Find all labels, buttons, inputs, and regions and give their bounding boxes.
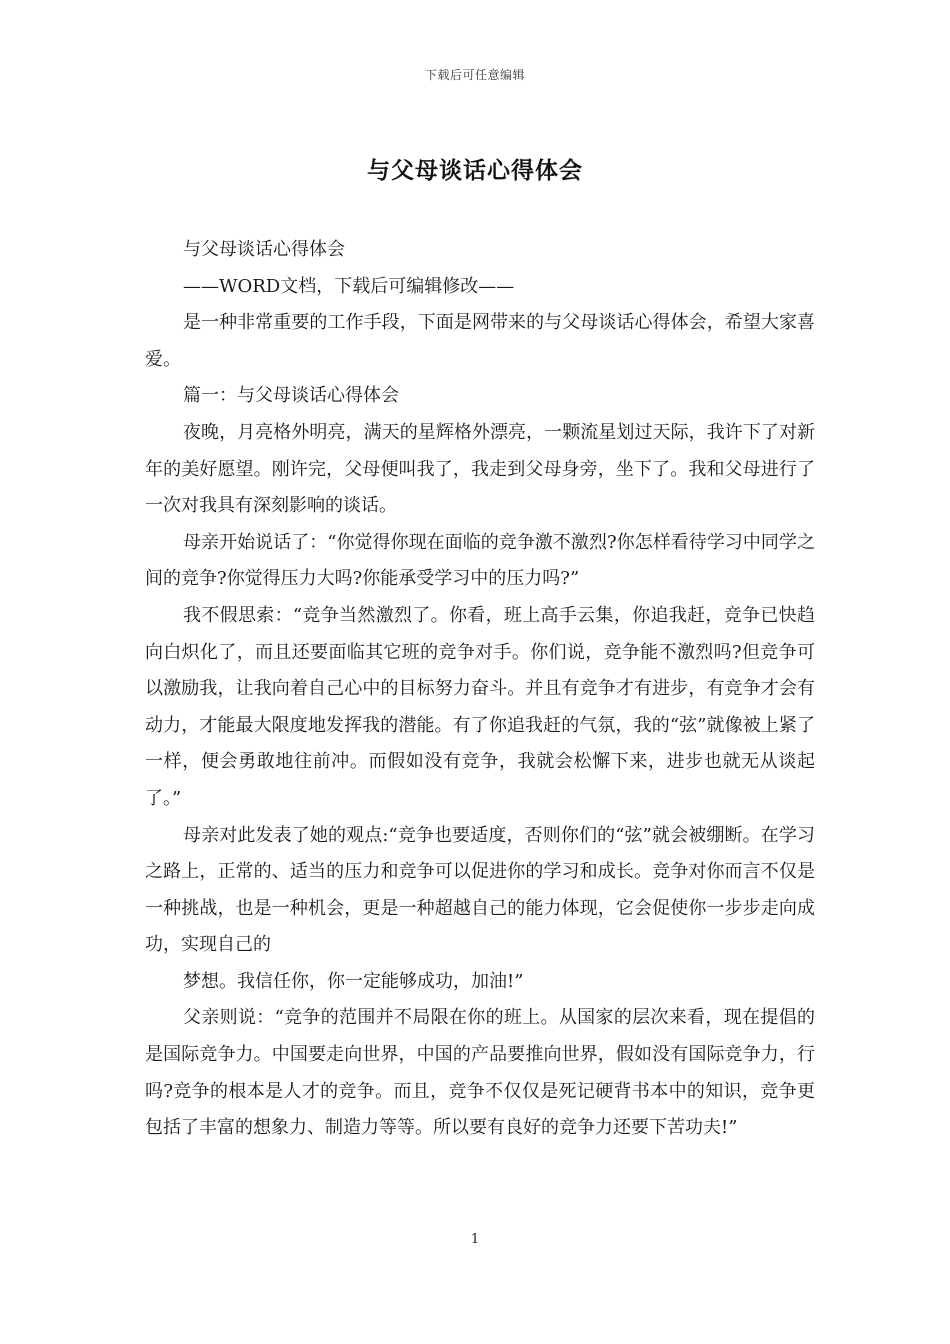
paragraph-mother-encourage: 梦想。我信任你，你一定能够成功，加油!” — [183, 970, 524, 992]
paragraph-section-heading: 篇一：与父母谈话心得体会 — [183, 385, 399, 407]
document-title: 与父母谈话心得体会 — [367, 157, 583, 184]
paragraph-word-note: ——WORD文档，下载后可编辑修改—— — [183, 275, 515, 297]
paragraph-night: 夜晚，月亮格外明亮，满天的星辉格外漂亮，一颗流星划过天际，我许下了对新年的美好愿望。刚许完，父母便叫我了，我走到父母身旁，坐下了。我和父母进行了一次对我具有深刻影响的谈话。 — [145, 421, 815, 517]
paragraph-mother-question: 母亲开始说话了：“你觉得你现在面临的竞争激不激烈?你怎样看待学习中同学之间的竞争?你觉得压力大吗?你能承受学习中的压力吗?” — [145, 531, 815, 590]
paragraph-father-view: 父亲则说：“竞争的范围并不局限在你的班上。从国家的层次来看，现在提倡的是国际竞争力。中国要走向世界，中国的产品要推向世界，假如没有国际竞争力，行吗?竞争的根本是人才的竞争。而且，竞争不仅仅是死记硬背书本中的知识，竞争更包括了丰富的想象力、制造力等等。所以要有良好的竞争力还要下苦功夫!” — [145, 1007, 815, 1139]
paragraph-my-answer: 我不假思索：“竞争当然激烈了。你看，班上高手云集，你追我赶，竞争已快趋向白炽化了，而且还要面临其它班的竞争对手。你们说，竞争能不激烈吗?但竞争可以激励我，让我向着自己心中的目标努力奋斗。并且有竞争才有进步，有竞争才会有动力，才能最大限度地发挥我的潜能。有了你追我赶的气氛，我的“弦”就像被上紧了一样，便会勇敢地往前冲。而假如没有竞争，我就会松懈下来，进步也就无从谈起了。” — [145, 604, 815, 809]
document-body — [145, 232, 815, 1147]
header-note: 下载后可任意编辑 — [424, 68, 525, 82]
paragraph-intro: 是一种非常重要的工作手段，下面是网带来的与父母谈话心得体会，希望大家喜爱。 — [145, 312, 815, 370]
page-number: 1 — [470, 1232, 480, 1247]
paragraph-subtitle: 与父母谈话心得体会 — [183, 239, 345, 260]
paragraph-mother-view: 母亲对此发表了她的观点:“竞争也要适度，否则你们的“弦”就会被绷断。在学习之路上，正常的、适当的压力和竞争可以促进你的学习和成长。竞争对你而言不仅是一种挑战，也是一种机会，更是一种超越自己的能力体现，它会促使你一步步走向成功，实现自己的 — [145, 824, 815, 956]
